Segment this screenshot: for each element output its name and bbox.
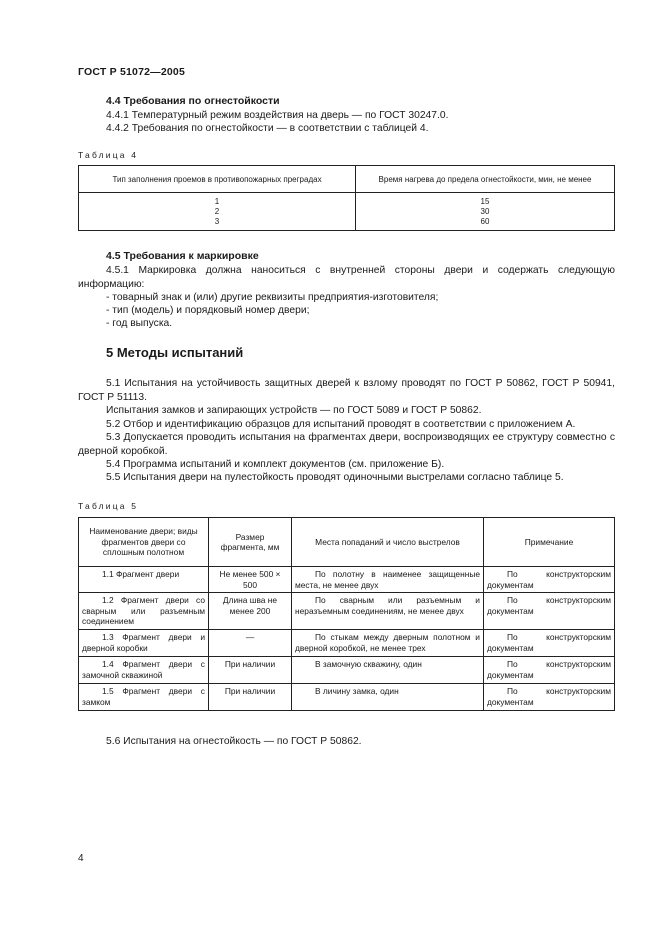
- table-row: [79, 657, 615, 684]
- table-5-cell: 1.5 Фрагмент двери с замком: [79, 684, 209, 711]
- table-5-cell: По полотну в наименее защищенные места, не менее двух: [292, 567, 484, 593]
- table-5-cell: В личину замка, один: [292, 684, 484, 711]
- table-5-cell: Не менее 500 × 500: [209, 567, 292, 593]
- document-header: ГОСТ Р 51072—2005: [78, 66, 186, 78]
- table-5-cell: По сварным или разъемным и неразъемным соединениям, не менее двух: [292, 593, 484, 630]
- table-4-cell: 15 30 60: [356, 193, 615, 231]
- paragraph-4-5-1: 4.5.1 Маркировка должна наноситься с внутренней стороны двери и содержать следующую информацию:: [78, 265, 615, 290]
- table-5-cell: 1.4 Фрагмент двери с замочной скважиной: [79, 657, 209, 684]
- table-5-cell: По конструкторским документам: [484, 630, 615, 657]
- table-5-header: Примечание: [484, 518, 615, 567]
- table-5-cell: По конструкторским документам: [484, 657, 615, 684]
- table-4-header: Время нагрева до предела огнестойкости, мин, не менее: [356, 166, 615, 193]
- paragraph-5-1: 5.1 Испытания на устойчивость защитных дверей к взлому проводят по ГОСТ Р 50862, ГОСТ Р 50941, ГОСТ Р 51113.: [78, 378, 615, 403]
- section-4-5-title: 4.5 Требования к маркировке: [106, 250, 259, 262]
- paragraph-5-3: 5.3 Допускается проводить испытания на фрагментах двери, воспроизводящих ее структуру совместно с дверной коробкой.: [78, 432, 615, 457]
- table-5-header: Размер фрагмента, мм: [209, 518, 292, 567]
- paragraph-5-4: 5.4 Программа испытаний и комплект документов (см. приложение Б).: [106, 459, 445, 470]
- paragraph-4-4-2: 4.4.2 Требования по огнестойкости — в соответствии с таблицей 4.: [106, 123, 429, 134]
- table-5-cell: По конструкторским документам: [484, 593, 615, 630]
- table-4: [78, 165, 615, 231]
- paragraph-5-6: 5.6 Испытания на огнестойкость — по ГОСТ Р 50862.: [106, 736, 362, 747]
- table-4-cell: 1 2 3: [79, 193, 356, 231]
- table-5-cell: По конструкторским документам: [484, 567, 615, 593]
- table-row: [79, 630, 615, 657]
- table-5-cell: Длина шва не менее 200: [209, 593, 292, 630]
- paragraph-5-1b: Испытания замков и запирающих устройств — по ГОСТ 5089 и ГОСТ Р 50862.: [106, 405, 482, 416]
- paragraph-5-2: 5.2 Отбор и идентификацию образцов для испытаний проводят в соответствии с приложением А.: [106, 419, 576, 430]
- paragraph-4-4-1: 4.4.1 Температурный режим воздействия на дверь — по ГОСТ 30247.0.: [106, 110, 449, 121]
- table-5-caption: Таблица 5: [78, 501, 139, 511]
- table-row: [79, 684, 615, 711]
- table-5-cell: 1.2 Фрагмент двери со сварным или разъемным соединением: [79, 593, 209, 630]
- table-5-header: Наименование двери; виды фрагментов двери со сплошным полотном: [79, 518, 209, 567]
- table-4-caption: Таблица 4: [78, 150, 139, 160]
- table-4-header: Тип заполнения проемов в противопожарных преградах: [79, 166, 356, 193]
- table-5-cell: По конструкторским документам: [484, 684, 615, 711]
- list-item: - тип (модель) и порядковый номер двери;: [106, 305, 310, 316]
- paragraph-5-5: 5.5 Испытания двери на пулестойкость проводят одиночными выстрелами согласно таблице 5.: [106, 472, 564, 483]
- section-5-title: 5 Методы испытаний: [106, 345, 244, 360]
- table-5-header: Места попаданий и число выстрелов: [292, 518, 484, 567]
- table-row: [79, 593, 615, 630]
- table-5: [78, 517, 615, 711]
- page-number: 4: [78, 853, 84, 864]
- table-5-cell: В замочную скважину, один: [292, 657, 484, 684]
- table-5-cell: При наличии: [209, 657, 292, 684]
- table-row: [79, 193, 615, 231]
- table-row: [79, 567, 615, 593]
- table-5-cell: 1.3 Фрагмент двери и дверной коробки: [79, 630, 209, 657]
- table-5-cell: По стыкам между дверным полотном и дверной коробкой, не менее трех: [292, 630, 484, 657]
- section-4-4-title: 4.4 Требования по огнестойкости: [106, 95, 280, 107]
- list-item: - товарный знак и (или) другие реквизиты предприятия-изготовителя;: [106, 292, 439, 303]
- table-5-cell: При наличии: [209, 684, 292, 711]
- list-item: - год выпуска.: [106, 318, 173, 329]
- table-5-cell: —: [209, 630, 292, 657]
- table-5-cell: 1.1 Фрагмент двери: [79, 567, 209, 593]
